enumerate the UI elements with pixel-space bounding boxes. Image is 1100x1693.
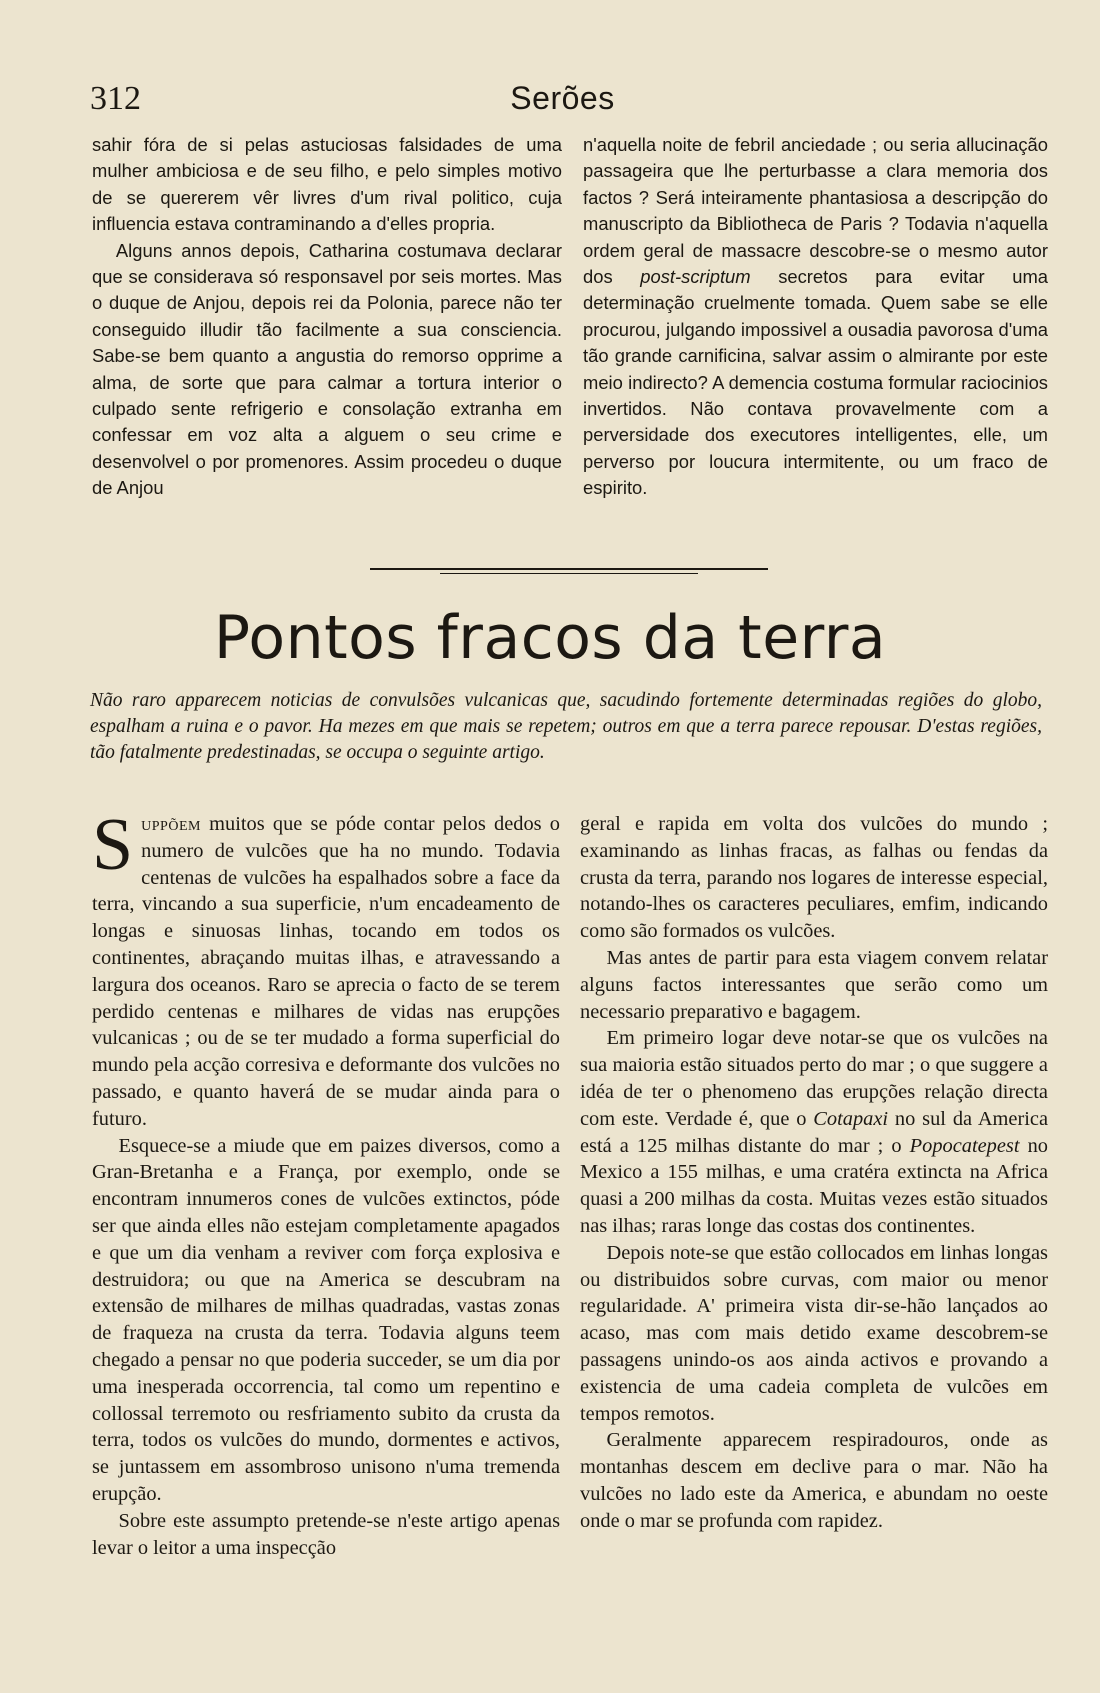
paragraph: Em primeiro logar deve notar-se que os vulcões na sua maioria estão situados perto do mar ; o que suggere a idéa de ter o phenomeno das erupções relação directa com este. Verdade é, que o Cotapaxi no sul da America está a 125 milhas distante do mar ; o Popocatepest no Mexico a 155 milhas, e uma cratéra extincta na Africa quasi a 200 milhas da costa. Muitas vezes estão situados nas ilhas; raras longe das costas dos continentes.	[580, 1027, 1049, 1237]
page-header	[90, 80, 1035, 120]
paragraph: Esquece-se a miude que em paizes diversos, como a Gran-Bretanha e a França, por exemplo, onde se encontram innumeros cones de vulcões extinctos, póde ser que ainda elles não estejam completamente apagados e que um dia venham a reviver com força explosiva e destruidora; ou que na America se descubram na extensão de milhares de milhas quadradas, vastas zonas de fraqueza na crusta da terra. Todavia alguns teem chegado a pensar no que poderia succeder, se um dia por uma inesperada occorrencia, tal como um repentino e collossal terremoto ou resfriamento subito da crusta da terra, todos os vulcões do mundo, dormentes e activos, se juntassem em assombroso unisono n'uma tremenda erupção.	[92, 1134, 560, 1505]
previous-article-left-column	[92, 132, 562, 502]
page-number: 312	[90, 80, 141, 117]
article-title: Pontos fracos da terra	[213, 603, 887, 673]
paragraph: geral e rapida em volta dos vulcões do mundo ; examinando as linhas fracas, as falhas ou fendas da crusta da terra, parando nos logares de interesse especial, notando-lhes os caracteres peculiares, emfim, indicando como são formados os vulcões.	[580, 813, 1048, 943]
article-left-column	[92, 804, 560, 1561]
drop-cap: S	[92, 804, 134, 886]
paragraph: Depois note-se que estão collocados em linhas longas ou distribuidos sobre curvas, com maior ou menor regularidade. A' primeira vista dir-se-hão lançados ao acaso, mas com mais detido exame descobrem-se passagens unindo-os aos ainda activos e provando a existencia de uma cadeia completa de vulcões em tempos remotos.	[580, 1241, 1048, 1425]
previous-article-right-column	[583, 132, 1048, 502]
paragraph: Sobre este assumpto pretende-se n'este artigo apenas levar o leitor a uma inspecção	[92, 1509, 560, 1559]
paragraph: Geralmente apparecem respiradouros, onde as montanhas descem em declive para o mar. Não ha vulcões no lado este da America, e abundam no oeste onde o mar se profunda com rapidez.	[580, 1429, 1048, 1532]
paragraph: Alguns annos depois, Catharina costumava declarar que se considerava só responsavel por seis mortes. Mas o duque de Anjou, depois rei da Polonia, parece não ter conseguido illudir tão facilmente a sua consciencia. Sabe-se bem quanto a angustia do remorso opprime a alma, de sorte que para calmar a tortura interior o culpado sente refrigerio e consolação extranha em confessar em voz alta a alguem o seu crime e desenvolvel o por promenores. Assim procedeu o duque de Anjou	[92, 239, 562, 499]
article-right-column	[580, 811, 1048, 1535]
paragraph: Mas antes de partir para esta viagem convem relatar alguns factos interessantes que serão como um necessario preparativo e bagagem.	[580, 946, 1048, 1023]
paragraph: n'aquella noite de febril anciedade ; ou seria allucinação passageira que lhe perturbasse a clara memoria dos factos ? Será inteiramente phantasiosa a descripção do manuscripto da Bibliotheca de Paris ? Todavia n'aquella ordem geral de massacre descobre-se o mesmo autor dos post-scriptum secretos para evitar uma determinação cruelmente tomada. Quem sabe se elle procurou, julgando impossivel a ousadia pavorosa d'uma tão grande carnificina, salvar assim o almirante por este meio indirecto? A demencia costuma formular raciocinios invertidos. Não contava provavelmente com a perversidade dos executores intelligentes, elle, um perverso por loucura intermitente, ou um fraco de espirito.	[583, 134, 1048, 499]
paragraph: Suppõem muitos que se póde contar pelos dedos o numero de vulcões que ha no mundo. Todavia centenas de vulcões ha espalhados sobre a face da terra, vincando a sua superficie, n'um encadeamento de longas e sinuosas linhas, tocando em todos os continentes, abraçando muitas ilhas, e atravessando a largura dos oceanos. Raro se aprecia o facto de se terem perdido centenas e milhares de vidas nas erupções vulcanicas ; ou de se ter mudado a forma superficial do mundo pela acção corresiva e deformante dos vulcões no passado, e quanto haverá de se mudar ainda para o futuro.	[92, 804, 560, 1130]
section-divider	[370, 568, 768, 578]
paragraph: sahir fóra de si pelas astuciosas falsidades de uma mulher ambiciosa e de seu filho, e pelo simples motivo de se quererem vêr livres d'um rival politico, cuja influencia estava contraminando a d'elles propria.	[92, 134, 562, 235]
running-title: Serões	[510, 80, 615, 116]
article-lede: Não raro apparecem noticias de convulsões vulcanicas que, sacudindo fortemente determinadas regiões do globo, espalham a ruina e o pavor. Ha mezes em que mais se repetem; outros em que a terra parece repousar. D'estas regiões, tão fatalmente predestinadas, se occupa o seguinte artigo.	[90, 690, 1042, 763]
